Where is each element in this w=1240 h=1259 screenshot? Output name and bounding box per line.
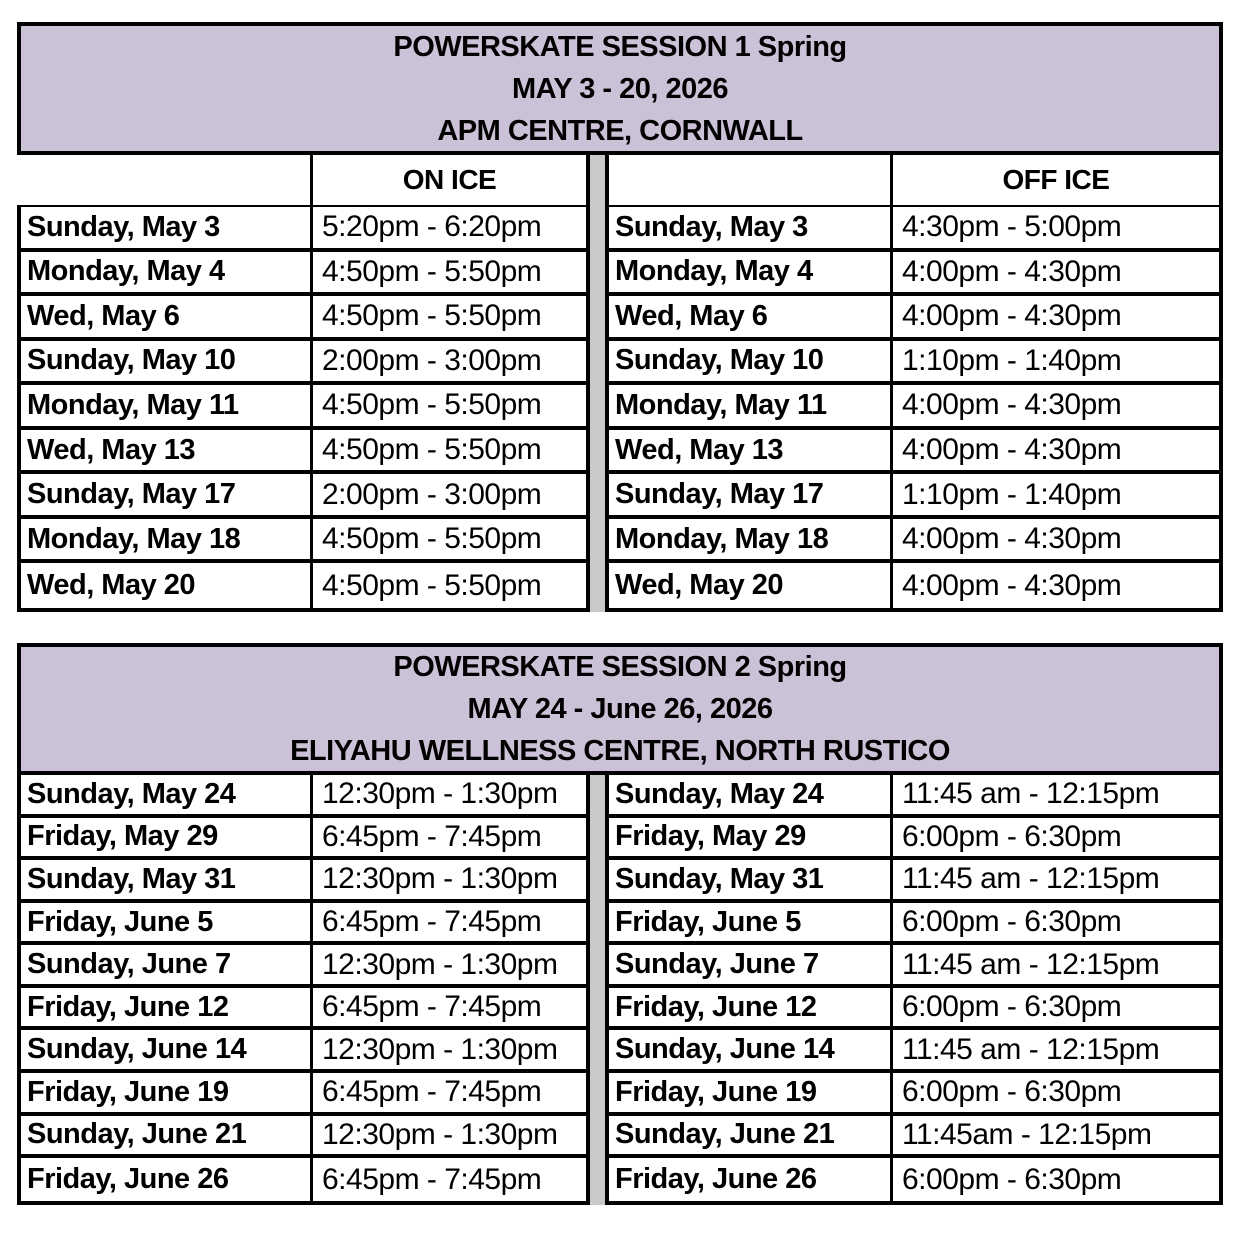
- date-cell: Sunday, May 31: [21, 860, 313, 899]
- date-cell: Wed, May 20: [21, 563, 313, 608]
- time-cell: 11:45am - 12:15pm: [902, 1117, 1152, 1151]
- table-row: [21, 207, 586, 252]
- time-cell: 2:00pm - 3:00pm: [322, 343, 542, 377]
- date-cell: Friday, June 5: [609, 903, 893, 942]
- time-cell: 11:45 am - 12:15pm: [902, 777, 1160, 811]
- session2-header: [17, 643, 1223, 775]
- time-cell: 4:00pm - 4:30pm: [902, 299, 1122, 333]
- date-cell: Monday, May 11: [21, 385, 313, 426]
- date-cell: Wed, May 20: [609, 563, 893, 608]
- session2-off-ice-table: [605, 775, 1223, 1205]
- table-row: [21, 818, 586, 861]
- table-row: [609, 519, 1219, 564]
- date-cell: Sunday, June 7: [609, 945, 893, 984]
- time-cell: 11:45 am - 12:15pm: [902, 862, 1160, 896]
- table-row: [609, 1073, 1219, 1116]
- date-cell: Sunday, May 24: [21, 775, 313, 814]
- table-row: [609, 988, 1219, 1031]
- table-row: [609, 775, 1219, 818]
- date-cell: Friday, June 12: [21, 988, 313, 1027]
- date-cell: Friday, June 19: [609, 1073, 893, 1112]
- table-row: [609, 207, 1219, 252]
- table-row: [21, 252, 586, 297]
- table-row: [609, 903, 1219, 946]
- table-row: [609, 296, 1219, 341]
- section-gap: [17, 612, 1223, 643]
- table-row: [21, 296, 586, 341]
- off-ice-column-header: [893, 155, 1219, 205]
- table-row: [609, 945, 1219, 988]
- session1-off-ice-rows: [609, 207, 1219, 608]
- date-cell: Friday, May 29: [609, 818, 893, 857]
- time-cell: 4:00pm - 4:30pm: [902, 522, 1122, 556]
- blank-header-cell: [609, 155, 893, 205]
- session2-dates: MAY 24 - June 26, 2026: [467, 692, 773, 725]
- time-cell: 4:00pm - 4:30pm: [902, 568, 1122, 602]
- table-row: [21, 945, 586, 988]
- date-cell: Sunday, May 24: [609, 775, 893, 814]
- session2-tables: [17, 775, 1223, 1205]
- date-cell: Friday, June 12: [609, 988, 893, 1027]
- date-cell: Sunday, May 31: [609, 860, 893, 899]
- time-cell: 4:50pm - 5:50pm: [322, 388, 542, 422]
- table-row: [609, 1030, 1219, 1073]
- date-cell: Monday, May 18: [609, 519, 893, 560]
- time-cell: 12:30pm - 1:30pm: [322, 777, 558, 811]
- session1-title: POWERSKATE SESSION 1 Spring: [393, 30, 847, 63]
- table-row: [21, 519, 586, 564]
- session1-tables: [17, 155, 1223, 612]
- date-cell: Friday, June 26: [609, 1158, 893, 1201]
- time-cell: 4:00pm - 4:30pm: [902, 254, 1122, 288]
- date-cell: Monday, May 11: [609, 385, 893, 426]
- time-cell: 4:00pm - 4:30pm: [902, 433, 1122, 466]
- date-cell: Friday, May 29: [21, 818, 313, 857]
- on-ice-header-row: [17, 155, 590, 207]
- date-cell: Wed, May 6: [609, 296, 893, 337]
- session1-location: APM CENTRE, CORNWALL: [437, 114, 803, 147]
- table-row: [609, 818, 1219, 861]
- date-cell: Wed, May 6: [21, 296, 313, 337]
- table-row: [609, 563, 1219, 608]
- time-cell: 4:30pm - 5:00pm: [902, 210, 1122, 244]
- time-cell: 6:00pm - 6:30pm: [902, 1162, 1122, 1196]
- date-cell: Friday, June 5: [21, 903, 313, 942]
- time-cell: 1:10pm - 1:40pm: [902, 343, 1122, 377]
- on-ice-label: ON ICE: [402, 164, 497, 195]
- time-cell: 4:00pm - 4:30pm: [902, 388, 1122, 422]
- time-cell: 6:45pm - 7:45pm: [322, 1162, 542, 1196]
- time-cell: 4:50pm - 5:50pm: [322, 522, 542, 556]
- session1-header: [17, 22, 1223, 155]
- on-ice-column-header: [313, 155, 590, 205]
- time-cell: 6:00pm - 6:30pm: [902, 819, 1122, 853]
- table-divider-strip: [590, 155, 605, 612]
- session2-off-ice-rows: [609, 775, 1219, 1201]
- table-row: [609, 385, 1219, 430]
- time-cell: 1:10pm - 1:40pm: [902, 477, 1122, 511]
- session2-on-ice-table: [17, 775, 590, 1205]
- time-cell: 11:45 am - 12:15pm: [902, 1032, 1160, 1066]
- table-row: [609, 1116, 1219, 1159]
- time-cell: 12:30pm - 1:30pm: [322, 947, 558, 981]
- table-row: [21, 775, 586, 818]
- time-cell: 4:50pm - 5:50pm: [322, 433, 542, 466]
- time-cell: 6:45pm - 7:45pm: [322, 1075, 542, 1109]
- time-cell: 6:00pm - 6:30pm: [902, 1075, 1122, 1109]
- session1-on-ice-rows: [17, 207, 590, 612]
- table-row: [21, 1116, 586, 1159]
- session1-on-ice-table: [17, 155, 590, 612]
- table-row: [609, 860, 1219, 903]
- date-cell: Friday, June 19: [21, 1073, 313, 1112]
- date-cell: Sunday, June 21: [21, 1116, 313, 1155]
- time-cell: 11:45 am - 12:15pm: [902, 947, 1160, 981]
- date-cell: Friday, June 26: [21, 1158, 313, 1201]
- date-cell: Sunday, May 3: [21, 207, 313, 248]
- time-cell: 12:30pm - 1:30pm: [322, 1117, 558, 1151]
- time-cell: 4:50pm - 5:50pm: [322, 254, 542, 288]
- table-row: [21, 385, 586, 430]
- session1-dates: MAY 3 - 20, 2026: [511, 72, 729, 105]
- session2-on-ice-rows: [17, 775, 590, 1205]
- off-ice-label: OFF ICE: [1002, 164, 1110, 195]
- session2-title: POWERSKATE SESSION 2 Spring: [393, 650, 847, 683]
- table-row: [21, 430, 586, 475]
- time-cell: 6:00pm - 6:30pm: [902, 905, 1122, 938]
- date-cell: Wed, May 13: [21, 430, 313, 471]
- table-row: [609, 474, 1219, 519]
- time-cell: 2:00pm - 3:00pm: [322, 477, 542, 511]
- table-row: [609, 430, 1219, 475]
- off-ice-header-row: [609, 155, 1219, 207]
- date-cell: Sunday, May 17: [609, 474, 893, 515]
- time-cell: 6:45pm - 7:45pm: [322, 819, 542, 853]
- time-cell: 6:45pm - 7:45pm: [322, 905, 542, 938]
- date-cell: Sunday, June 21: [609, 1116, 893, 1155]
- time-cell: 6:45pm - 7:45pm: [322, 990, 542, 1024]
- date-cell: Sunday, May 17: [21, 474, 313, 515]
- table-row: [21, 1073, 586, 1116]
- time-cell: 4:50pm - 5:50pm: [322, 568, 542, 602]
- date-cell: Sunday, June 7: [21, 945, 313, 984]
- session1-off-ice-table: [605, 155, 1223, 612]
- table-row: [609, 1158, 1219, 1201]
- date-cell: Sunday, June 14: [21, 1030, 313, 1069]
- time-cell: 5:20pm - 6:20pm: [322, 210, 542, 244]
- table-row: [21, 1030, 586, 1073]
- date-cell: Monday, May 4: [21, 252, 313, 293]
- time-cell: 12:30pm - 1:30pm: [322, 862, 558, 896]
- date-cell: Monday, May 18: [21, 519, 313, 560]
- table-row: [21, 341, 586, 386]
- table-row: [609, 341, 1219, 386]
- table-row: [609, 252, 1219, 297]
- date-cell: Sunday, May 10: [21, 341, 313, 382]
- date-cell: Sunday, May 10: [609, 341, 893, 382]
- blank-header-cell: [17, 155, 313, 205]
- date-cell: Sunday, June 14: [609, 1030, 893, 1069]
- time-cell: 12:30pm - 1:30pm: [322, 1032, 558, 1066]
- table-row: [21, 903, 586, 946]
- table-divider-strip: [590, 775, 605, 1205]
- table-row: [21, 563, 586, 608]
- date-cell: Wed, May 13: [609, 430, 893, 471]
- date-cell: Sunday, May 3: [609, 207, 893, 248]
- time-cell: 4:50pm - 5:50pm: [322, 299, 542, 333]
- table-row: [21, 988, 586, 1031]
- session2-location: ELIYAHU WELLNESS CENTRE, NORTH RUSTICO: [290, 734, 950, 767]
- date-cell: Monday, May 4: [609, 252, 893, 293]
- table-row: [21, 860, 586, 903]
- table-row: [21, 474, 586, 519]
- table-row: [21, 1158, 586, 1201]
- time-cell: 6:00pm - 6:30pm: [902, 990, 1122, 1024]
